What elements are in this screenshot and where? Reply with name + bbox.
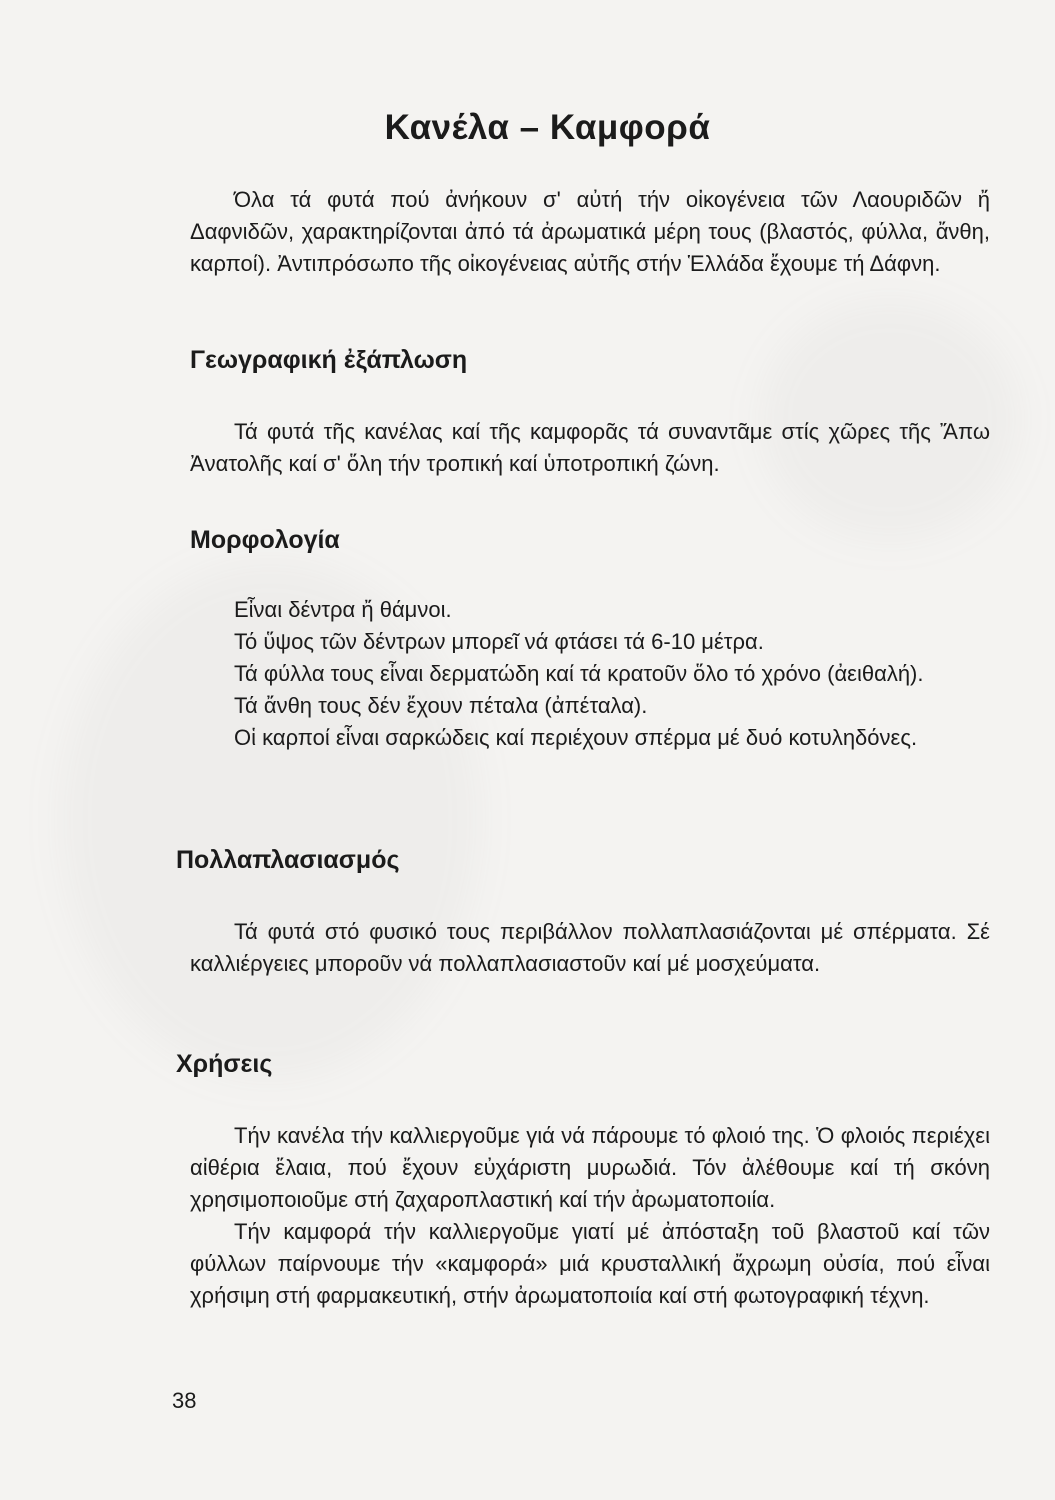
- morphology-item: Εἶναι δέντρα ἤ θάμνοι.: [234, 597, 452, 622]
- geography-heading: Γεωγραφική ἐξάπλωση: [190, 346, 468, 374]
- morphology-item: Τά φύλλα τους εἶναι δερματώδη καί τά κρατοῦν ὅλο τό χρόνο (ἀειθαλή).: [234, 661, 924, 686]
- geography-section: [190, 416, 990, 480]
- morphology-item: Τά ἄνθη τους δέν ἔχουν πέταλα (ἀπέταλα).: [234, 693, 648, 718]
- uses-paragraph: Τήν καμφορά τήν καλλιεργοῦμε γιατί μέ ἀπόσταξη τοῦ βλαστοῦ καί τῶν φύλλων παίρνουμε τήν «καμφορά» μιά κρυσταλλική ἄχρωμη οὐσία, πού εἶναι χρήσιμη στή φαρμακευτική, στήν ἀρωματοποιία καί στή φωτογραφική τέχνη.: [190, 1219, 990, 1308]
- propagation-heading: Πολλαπλασιασμός: [176, 846, 400, 874]
- morphology-heading: Μορφολογία: [190, 526, 340, 554]
- page-number: 38: [172, 1388, 197, 1413]
- morphology-item: Οἱ καρποί εἶναι σαρκώδεις καί περιέχουν σπέρμα μέ δυό κοτυληδόνες.: [234, 725, 918, 750]
- page-title: Κανέλα – Καμφορά: [384, 108, 711, 147]
- uses-heading: Χρήσεις: [176, 1050, 273, 1078]
- uses-section: [190, 1120, 990, 1312]
- propagation-paragraph: Τά φυτά στό φυσικό τους περιβάλλον πολλαπλασιάζονται μέ σπέρματα. Σέ καλλιέργειες μποροῦν νά πολλαπλασιαστοῦν καί μέ μοσχεύματα.: [190, 919, 990, 976]
- propagation-section: [190, 916, 990, 980]
- uses-paragraph: Τήν κανέλα τήν καλλιεργοῦμε γιά νά πάρουμε τό φλοιό της. Ὁ φλοιός περιέχει αἰθέρια ἔλαια, πού ἔχουν εὐχάριστη μυρωδιά. Τόν ἀλέθουμε καί τή σκόνη χρησιμοποιοῦμε στή ζαχαροπλαστική καί τήν ἀρωματοποιία.: [190, 1123, 990, 1212]
- intro-section: [190, 184, 990, 280]
- intro-paragraph: Όλα τά φυτά πού ἀνήκουν σ' αὐτή τήν οἰκογένεια τῶν Λαουριδῶν ἤ Δαφνιδῶν, χαρακτηρίζονται ἀπό τά ἀρωματικά μέρη τους (βλαστός, φύλλα, ἄνθη, καρποί). Ἀντιπρόσωπο τῆς οἰκογένειας αὐτῆς στήν Ἑλλάδα ἔχουμε τή Δάφνη.: [190, 187, 990, 276]
- morphology-item: Τό ὕψος τῶν δέντρων μπορεῖ νά φτάσει τά 6-10 μέτρα.: [234, 629, 764, 654]
- geography-paragraph: Τά φυτά τῆς κανέλας καί τῆς καμφορᾶς τά συναντᾶμε στίς χῶρες τῆς Ἄπω Ἀνατολῆς καί σ' ὅλη τήν τροπική καί ὑποτροπική ζώνη.: [190, 419, 990, 476]
- morphology-section: [190, 594, 990, 754]
